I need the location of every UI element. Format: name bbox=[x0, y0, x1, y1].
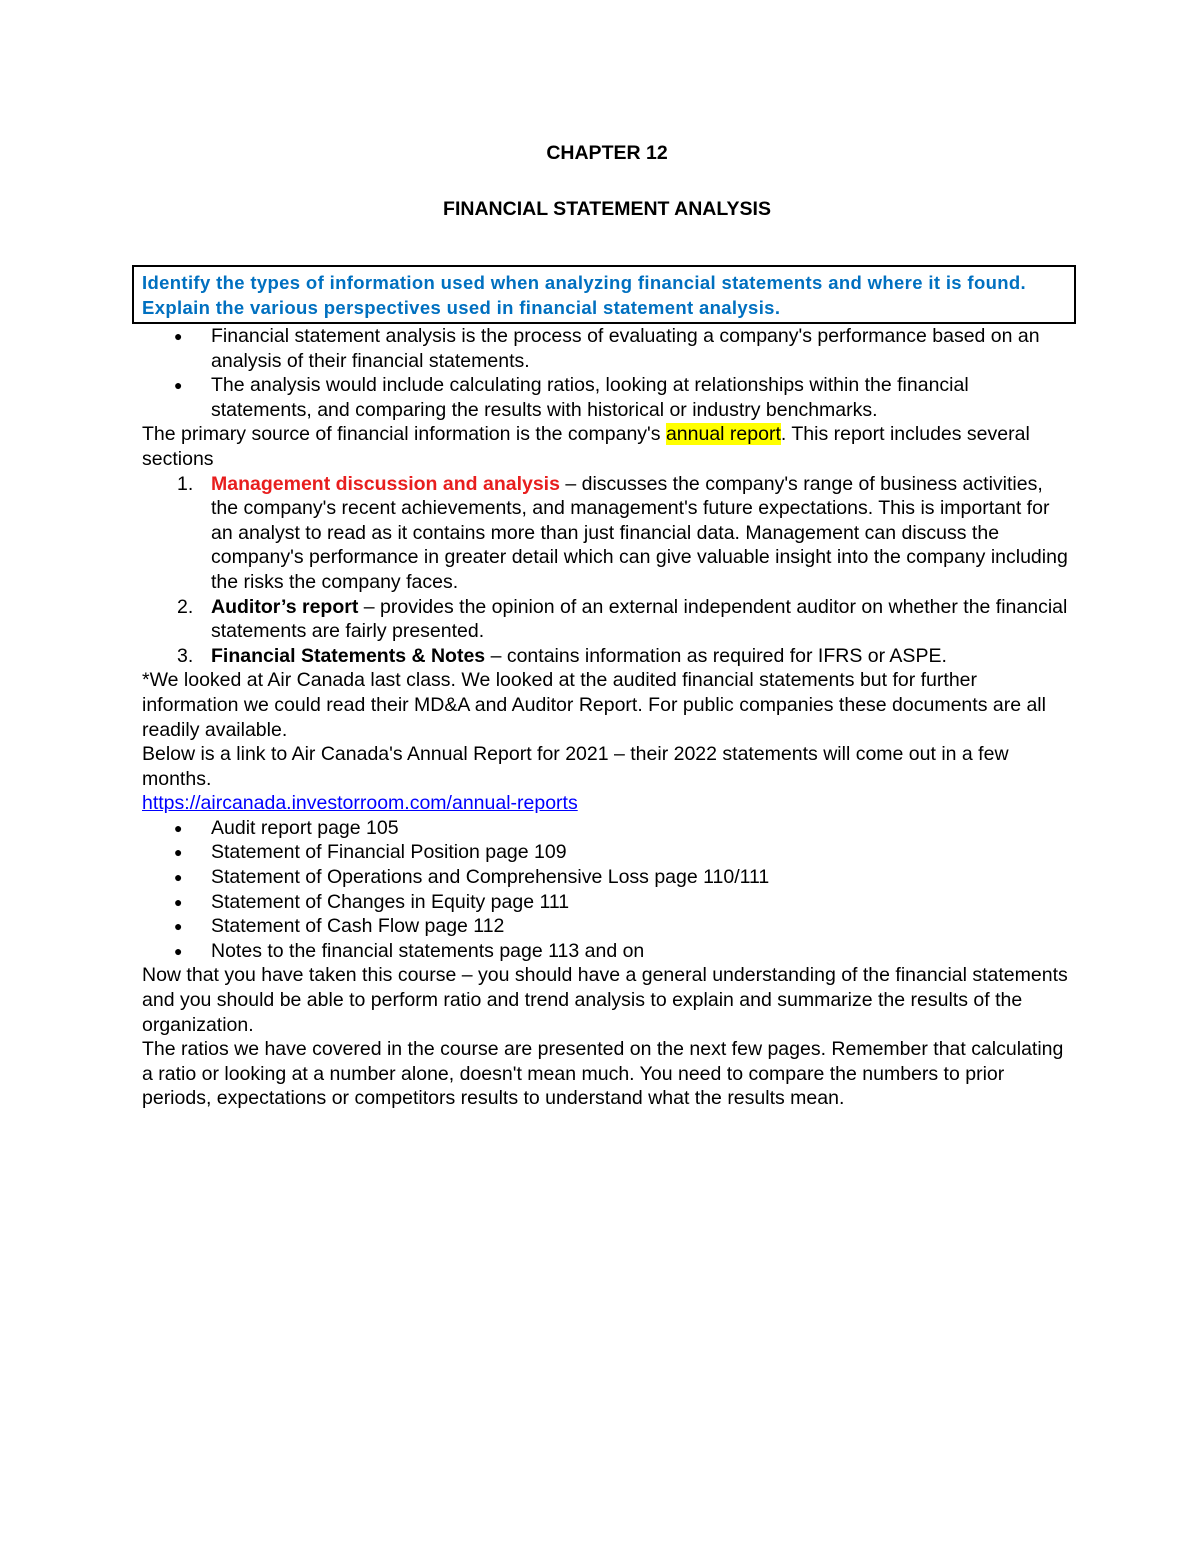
section-term: Management discussion and analysis bbox=[211, 472, 560, 495]
list-item: 3. Financial Statements & Notes – contains information as required for IFRS or ASPE. bbox=[177, 644, 947, 667]
list-item: ● Statement of Changes in Equity page 111 bbox=[174, 890, 570, 913]
bullet-icon: ● bbox=[174, 942, 183, 959]
course-paragraph: Now that you have taken this course – you should have a general understanding of the financial statements and you should be able to perform ratio and trend analysis to explain and summarize the results of the organization. bbox=[142, 964, 1068, 1036]
list-item: ● Financial statement analysis is the process of evaluating a company's performance based on an analysis of their financial statements. bbox=[174, 325, 1040, 372]
objective-1: Identify the types of information used when analyzing financial statements and where it is found. bbox=[142, 272, 1027, 293]
list-item: 1. Management discussion and analysis – discusses the company's range of business activities, the company's recent achievements, and management's future expectations. This is important for an analyst to read as it contains more than just financial data. Management can discuss the company's performance in greater detail which can give valuable insight into the company including the risks the company faces. bbox=[177, 472, 1068, 593]
document-page bbox=[142, 140, 1072, 1111]
bullet-icon: ● bbox=[174, 819, 183, 836]
section-term: Auditor’s report bbox=[211, 595, 359, 618]
title-heading: FINANCIAL STATEMENT ANALYSIS bbox=[443, 198, 771, 220]
annual-report-link-line bbox=[142, 791, 1072, 816]
list-item: ● Audit report page 105 bbox=[174, 816, 399, 839]
bullet-icon: ● bbox=[174, 377, 183, 394]
bullet-icon: ● bbox=[174, 918, 183, 935]
list-item: 2. Auditor’s report – provides the opinion of an external independent auditor on whether the financial statements are fairly presented. bbox=[177, 595, 1068, 643]
source-paragraph: The primary source of financial information is the company's annual report. This report includes several sections bbox=[142, 423, 1030, 470]
list-item: ● Statement of Financial Position page 109 bbox=[174, 841, 567, 864]
chapter-heading: CHAPTER 12 bbox=[546, 142, 668, 164]
bullet-icon: ● bbox=[174, 844, 183, 861]
list-item: ● Notes to the financial statements page 113 and on bbox=[174, 939, 645, 962]
list-item: ● The analysis would include calculating ratios, looking at relationships within the financial statements, and comparing the results with historical or industry benchmarks. bbox=[174, 374, 969, 421]
objective-2: Explain the various perspectives used in financial statement analysis. bbox=[142, 296, 781, 318]
learning-objectives-box bbox=[132, 265, 1076, 324]
ratios-paragraph: The ratios we have covered in the course are presented on the next few pages. Remember that calculating a ratio or looking at a number alone, doesn't mean much. You need to compare the numbers to prior periods, expectations or competitors results to understand what the results mean. bbox=[142, 1038, 1064, 1110]
report-sections-list bbox=[142, 472, 1072, 669]
list-item: ● Statement of Operations and Comprehensive Loss page 110/111 bbox=[174, 866, 770, 889]
section-term: Financial Statements & Notes bbox=[211, 644, 486, 667]
annual-report-link[interactable]: https://aircanada.investorroom.com/annual-reports bbox=[142, 792, 578, 815]
link-intro: Below is a link to Air Canada's Annual Report for 2021 – their 2022 statements will come out in a few months. bbox=[142, 743, 1009, 790]
intro-bullet-list bbox=[142, 324, 1072, 422]
highlighted-term: annual report bbox=[665, 423, 781, 446]
page-reference-list bbox=[142, 816, 1072, 964]
bullet-icon: ● bbox=[174, 893, 183, 910]
list-item: ● Statement of Cash Flow page 112 bbox=[174, 915, 505, 938]
air-canada-note: *We looked at Air Canada last class. We looked at the audited financial statements but for further information we could read their MD&A and Auditor Report. For public companies these documents are all readily available. bbox=[142, 669, 1046, 741]
bullet-icon: ● bbox=[174, 328, 183, 344]
bullet-icon: ● bbox=[174, 869, 183, 886]
